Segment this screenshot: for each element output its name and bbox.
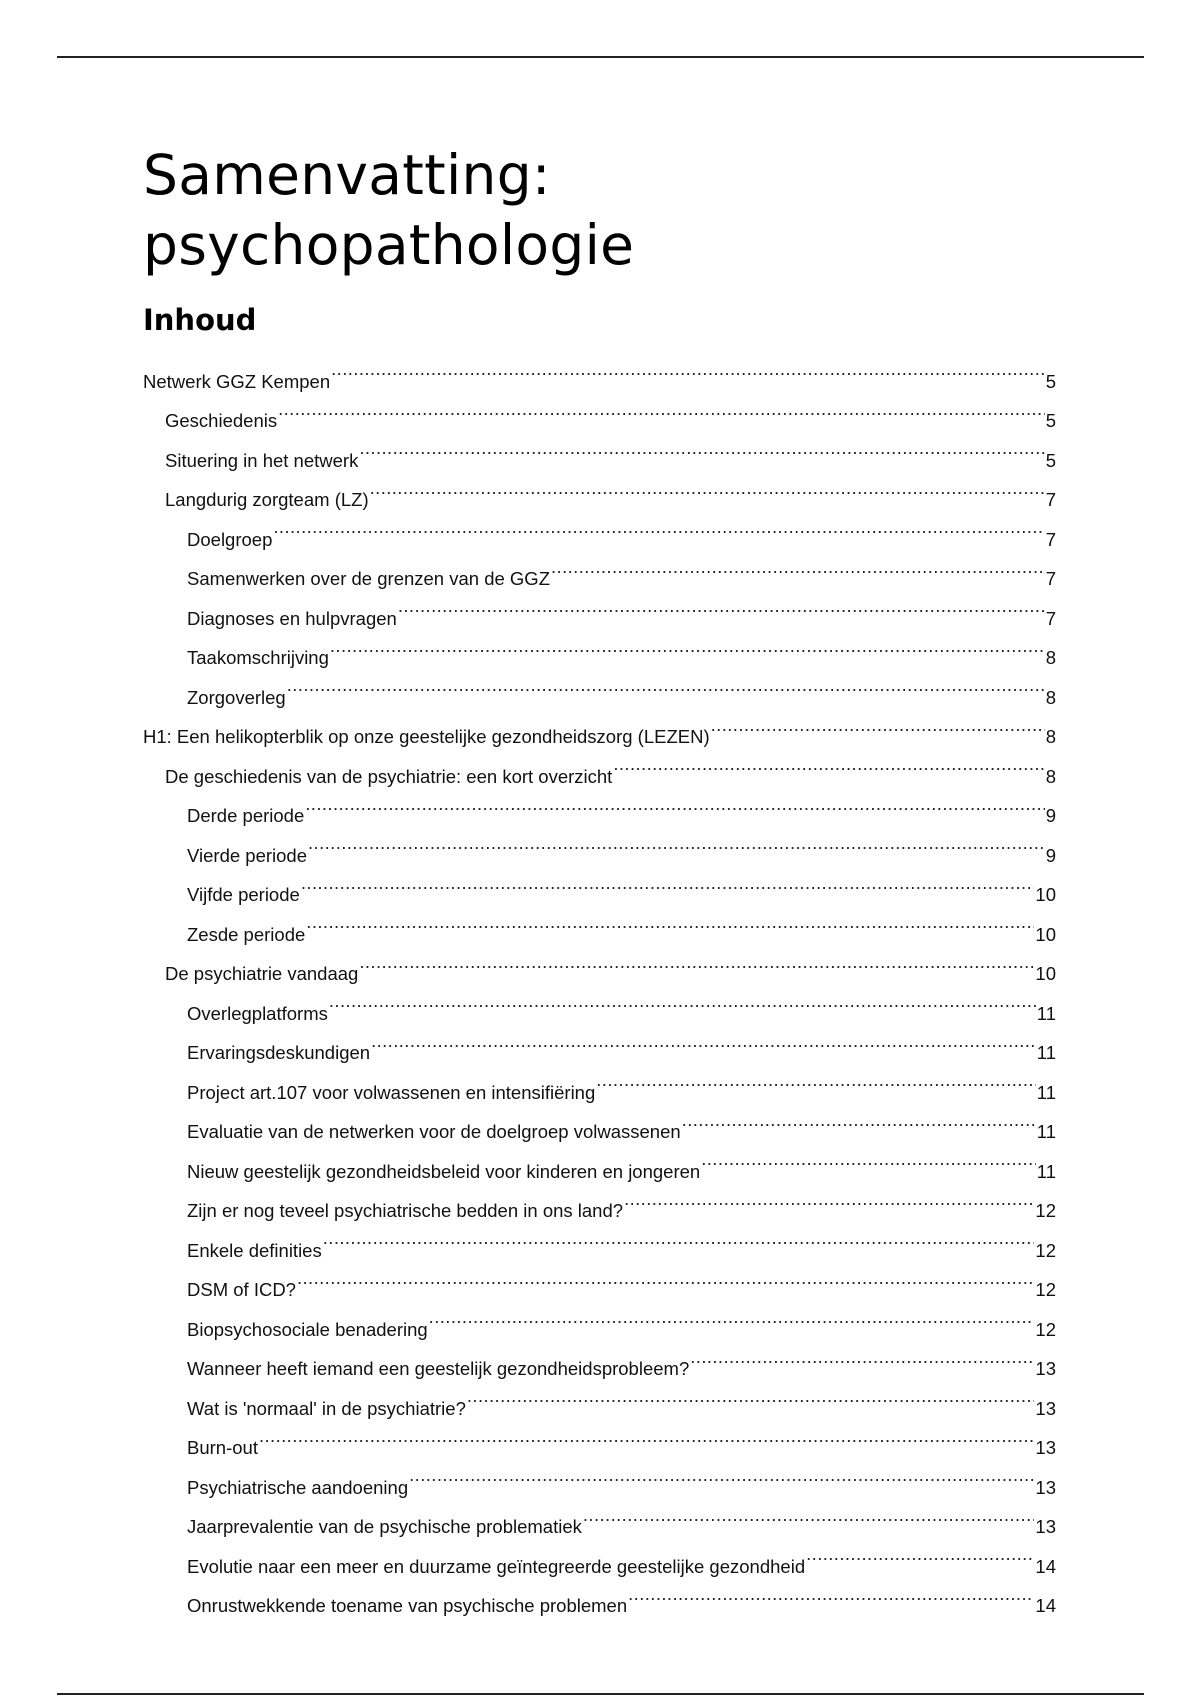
toc-dot-leader — [398, 585, 1045, 625]
toc-entry-page-number[interactable]: 13 — [1035, 1437, 1056, 1458]
toc-dot-leader — [301, 862, 1035, 902]
toc-dot-leader — [323, 1217, 1035, 1257]
toc-entry-title[interactable]: Ervaringsdeskundigen — [187, 1042, 371, 1063]
toc-dot-leader — [409, 1454, 1034, 1494]
toc-entry-title[interactable]: Zijn er nog teveel psychiatrische bedden in ons land? — [187, 1200, 624, 1221]
toc-dot-leader — [682, 1099, 1036, 1139]
toc-entry-page-number[interactable]: 7 — [1045, 489, 1056, 510]
toc-dot-leader — [613, 743, 1044, 783]
toc-entry-title[interactable]: Jaarprevalentie van de psychische problematiek — [187, 1516, 582, 1537]
toc-dot-leader — [370, 467, 1045, 507]
toc-entry-page-number[interactable]: 8 — [1045, 686, 1056, 708]
toc-dot-leader — [429, 1296, 1035, 1336]
footer-rule — [57, 1693, 1144, 1695]
toc-entry[interactable] — [143, 546, 1056, 589]
toc-entry-page-number[interactable]: 13 — [1035, 1476, 1056, 1498]
toc-dot-leader — [308, 822, 1045, 862]
toc-entry-title[interactable]: Langdurig zorgteam (LZ) — [165, 489, 369, 510]
toc-entry-page-number[interactable]: 14 — [1035, 1595, 1056, 1616]
toc-dot-leader — [297, 1257, 1034, 1297]
toc-entry-title[interactable]: Evolutie naar een meer en duurzame geïntegreerde geestelijke gezondheid — [187, 1555, 806, 1577]
toc-entry-page-number[interactable]: 14 — [1035, 1555, 1056, 1577]
toc-dot-leader — [583, 1494, 1035, 1534]
toc-entry-title[interactable]: De psychiatrie vandaag — [165, 963, 359, 984]
toc-entry-page-number[interactable]: 12 — [1035, 1239, 1056, 1261]
toc-entry-title[interactable]: Samenwerken over de grenzen van de GGZ — [187, 568, 550, 589]
toc-entry-page-number[interactable]: 11 — [1036, 1160, 1056, 1182]
toc-dot-leader — [259, 1415, 1034, 1455]
toc-dot-leader — [305, 783, 1044, 823]
toc-entry-page-number[interactable]: 10 — [1035, 923, 1056, 945]
toc-entry[interactable] — [143, 1454, 1056, 1498]
toc-entry-page-number[interactable]: 11 — [1036, 1081, 1056, 1103]
document-title: Samenvatting: psychopathologie — [143, 143, 635, 277]
toc-entry[interactable] — [143, 1415, 1056, 1458]
toc-entry-title[interactable]: Derde periode — [187, 805, 305, 826]
toc-dot-leader — [331, 348, 1045, 388]
toc-dot-leader — [596, 1059, 1036, 1099]
toc-dot-leader — [371, 1020, 1036, 1060]
toc-entry-page-number[interactable]: 13 — [1035, 1358, 1056, 1379]
toc-entry-page-number[interactable]: 7 — [1045, 528, 1056, 550]
toc-entry-page-number[interactable]: 9 — [1045, 844, 1056, 866]
toc-entry-page-number[interactable]: 12 — [1035, 1200, 1056, 1221]
toc-entry-page-number[interactable]: 5 — [1045, 370, 1056, 392]
toc-entry-title[interactable]: Project art.107 voor volwassenen en intensifiëring — [187, 1081, 596, 1103]
toc-entry-title[interactable]: Biopsychosociale benadering — [187, 1318, 428, 1340]
toc-dot-leader — [711, 704, 1045, 744]
toc-dot-leader — [806, 1533, 1034, 1573]
toc-entry-title[interactable]: Taakomschrijving — [187, 647, 329, 668]
toc-entry-page-number[interactable]: 5 — [1045, 449, 1056, 471]
toc-entry-title[interactable]: Zorgoverleg — [187, 686, 286, 708]
toc-dot-leader — [551, 546, 1045, 586]
toc-dot-leader — [330, 625, 1045, 665]
toc-entry-title[interactable]: Wanneer heeft iemand een geestelijk gezondheidsprobleem? — [187, 1358, 690, 1379]
toc-entry-title[interactable]: Diagnoses en hulpvragen — [187, 607, 397, 629]
toc-dot-leader — [467, 1375, 1035, 1415]
toc-dot-leader — [273, 506, 1044, 546]
toc-entry[interactable] — [143, 506, 1056, 550]
toc-entry-page-number[interactable]: 12 — [1035, 1279, 1056, 1300]
toc-dot-leader — [701, 1138, 1036, 1178]
toc-entry-title[interactable]: Enkele definities — [187, 1239, 322, 1261]
toc-entry[interactable] — [143, 427, 1056, 471]
toc-dot-leader — [624, 1178, 1034, 1218]
toc-dot-leader — [278, 388, 1045, 428]
toc-entry-title[interactable]: Psychiatrische aandoening — [187, 1476, 409, 1498]
toc-entry-page-number[interactable]: 12 — [1035, 1318, 1056, 1340]
toc-entry-page-number[interactable]: 9 — [1045, 805, 1056, 826]
toc-dot-leader — [306, 901, 1034, 941]
toc-entry-title[interactable]: Evaluatie van de netwerken voor de doelgroep volwassenen — [187, 1121, 681, 1142]
toc-entry-title[interactable]: Burn-out — [187, 1437, 258, 1458]
toc-entry-page-number[interactable]: 13 — [1035, 1516, 1056, 1537]
toc-dot-leader — [690, 1336, 1034, 1376]
toc-entry-title[interactable]: Vierde periode — [187, 844, 307, 866]
toc-dot-leader — [287, 664, 1045, 704]
toc-entry-page-number[interactable]: 8 — [1045, 647, 1056, 668]
toc-entry-title[interactable]: Netwerk GGZ Kempen — [143, 370, 331, 392]
toc-entry-title[interactable]: Wat is 'normaal' in de psychiatrie? — [187, 1397, 466, 1419]
toc-entry-title[interactable]: DSM of ICD? — [187, 1279, 296, 1300]
header-rule — [57, 56, 1144, 58]
toc-entry-page-number[interactable]: 7 — [1045, 568, 1056, 589]
toc-entry-title[interactable]: Overlegplatforms — [187, 1002, 328, 1024]
toc-entry[interactable] — [143, 388, 1056, 431]
toc-dot-leader — [359, 427, 1044, 467]
toc-entry-title[interactable]: Doelgroep — [187, 528, 273, 550]
toc-dot-leader — [329, 980, 1036, 1020]
toc-heading: Inhoud — [143, 303, 257, 337]
toc-entry-title[interactable]: Situering in het netwerk — [165, 449, 359, 471]
toc-dot-leader — [628, 1573, 1034, 1613]
document-page — [143, 140, 1056, 1616]
toc-entry-title[interactable]: Nieuw geestelijk gezondheidsbeleid voor kinderen en jongeren — [187, 1160, 701, 1182]
table-of-contents — [143, 348, 1056, 1616]
toc-entry-title[interactable]: Zesde periode — [187, 923, 306, 945]
toc-entry-title[interactable]: Onrustwekkende toename van psychische problemen — [187, 1595, 628, 1616]
toc-entry[interactable] — [143, 348, 1056, 392]
toc-entry-page-number[interactable]: 11 — [1036, 1002, 1056, 1024]
toc-entry-page-number[interactable]: 11 — [1036, 1121, 1056, 1142]
toc-entry-page-number[interactable]: 10 — [1035, 963, 1056, 984]
toc-entry-page-number[interactable]: 10 — [1035, 884, 1056, 905]
toc-entry-page-number[interactable]: 11 — [1036, 1042, 1056, 1063]
toc-entry-page-number[interactable]: 7 — [1045, 607, 1056, 629]
toc-entry-page-number[interactable]: 13 — [1035, 1397, 1056, 1419]
toc-entry-title[interactable]: Vijfde periode — [187, 884, 300, 905]
toc-entry-title[interactable]: Geschiedenis — [165, 410, 278, 431]
toc-entry-page-number[interactable]: 8 — [1045, 726, 1056, 747]
toc-entry-page-number[interactable]: 5 — [1045, 410, 1056, 431]
toc-entry-page-number[interactable]: 8 — [1045, 765, 1056, 787]
toc-dot-leader — [359, 941, 1034, 981]
toc-entry-title[interactable]: H1: Een helikopterblik op onze geestelijke gezondheidszorg (LEZEN) — [143, 726, 710, 747]
toc-entry-title[interactable]: De geschiedenis van de psychiatrie: een kort overzicht — [165, 765, 613, 787]
